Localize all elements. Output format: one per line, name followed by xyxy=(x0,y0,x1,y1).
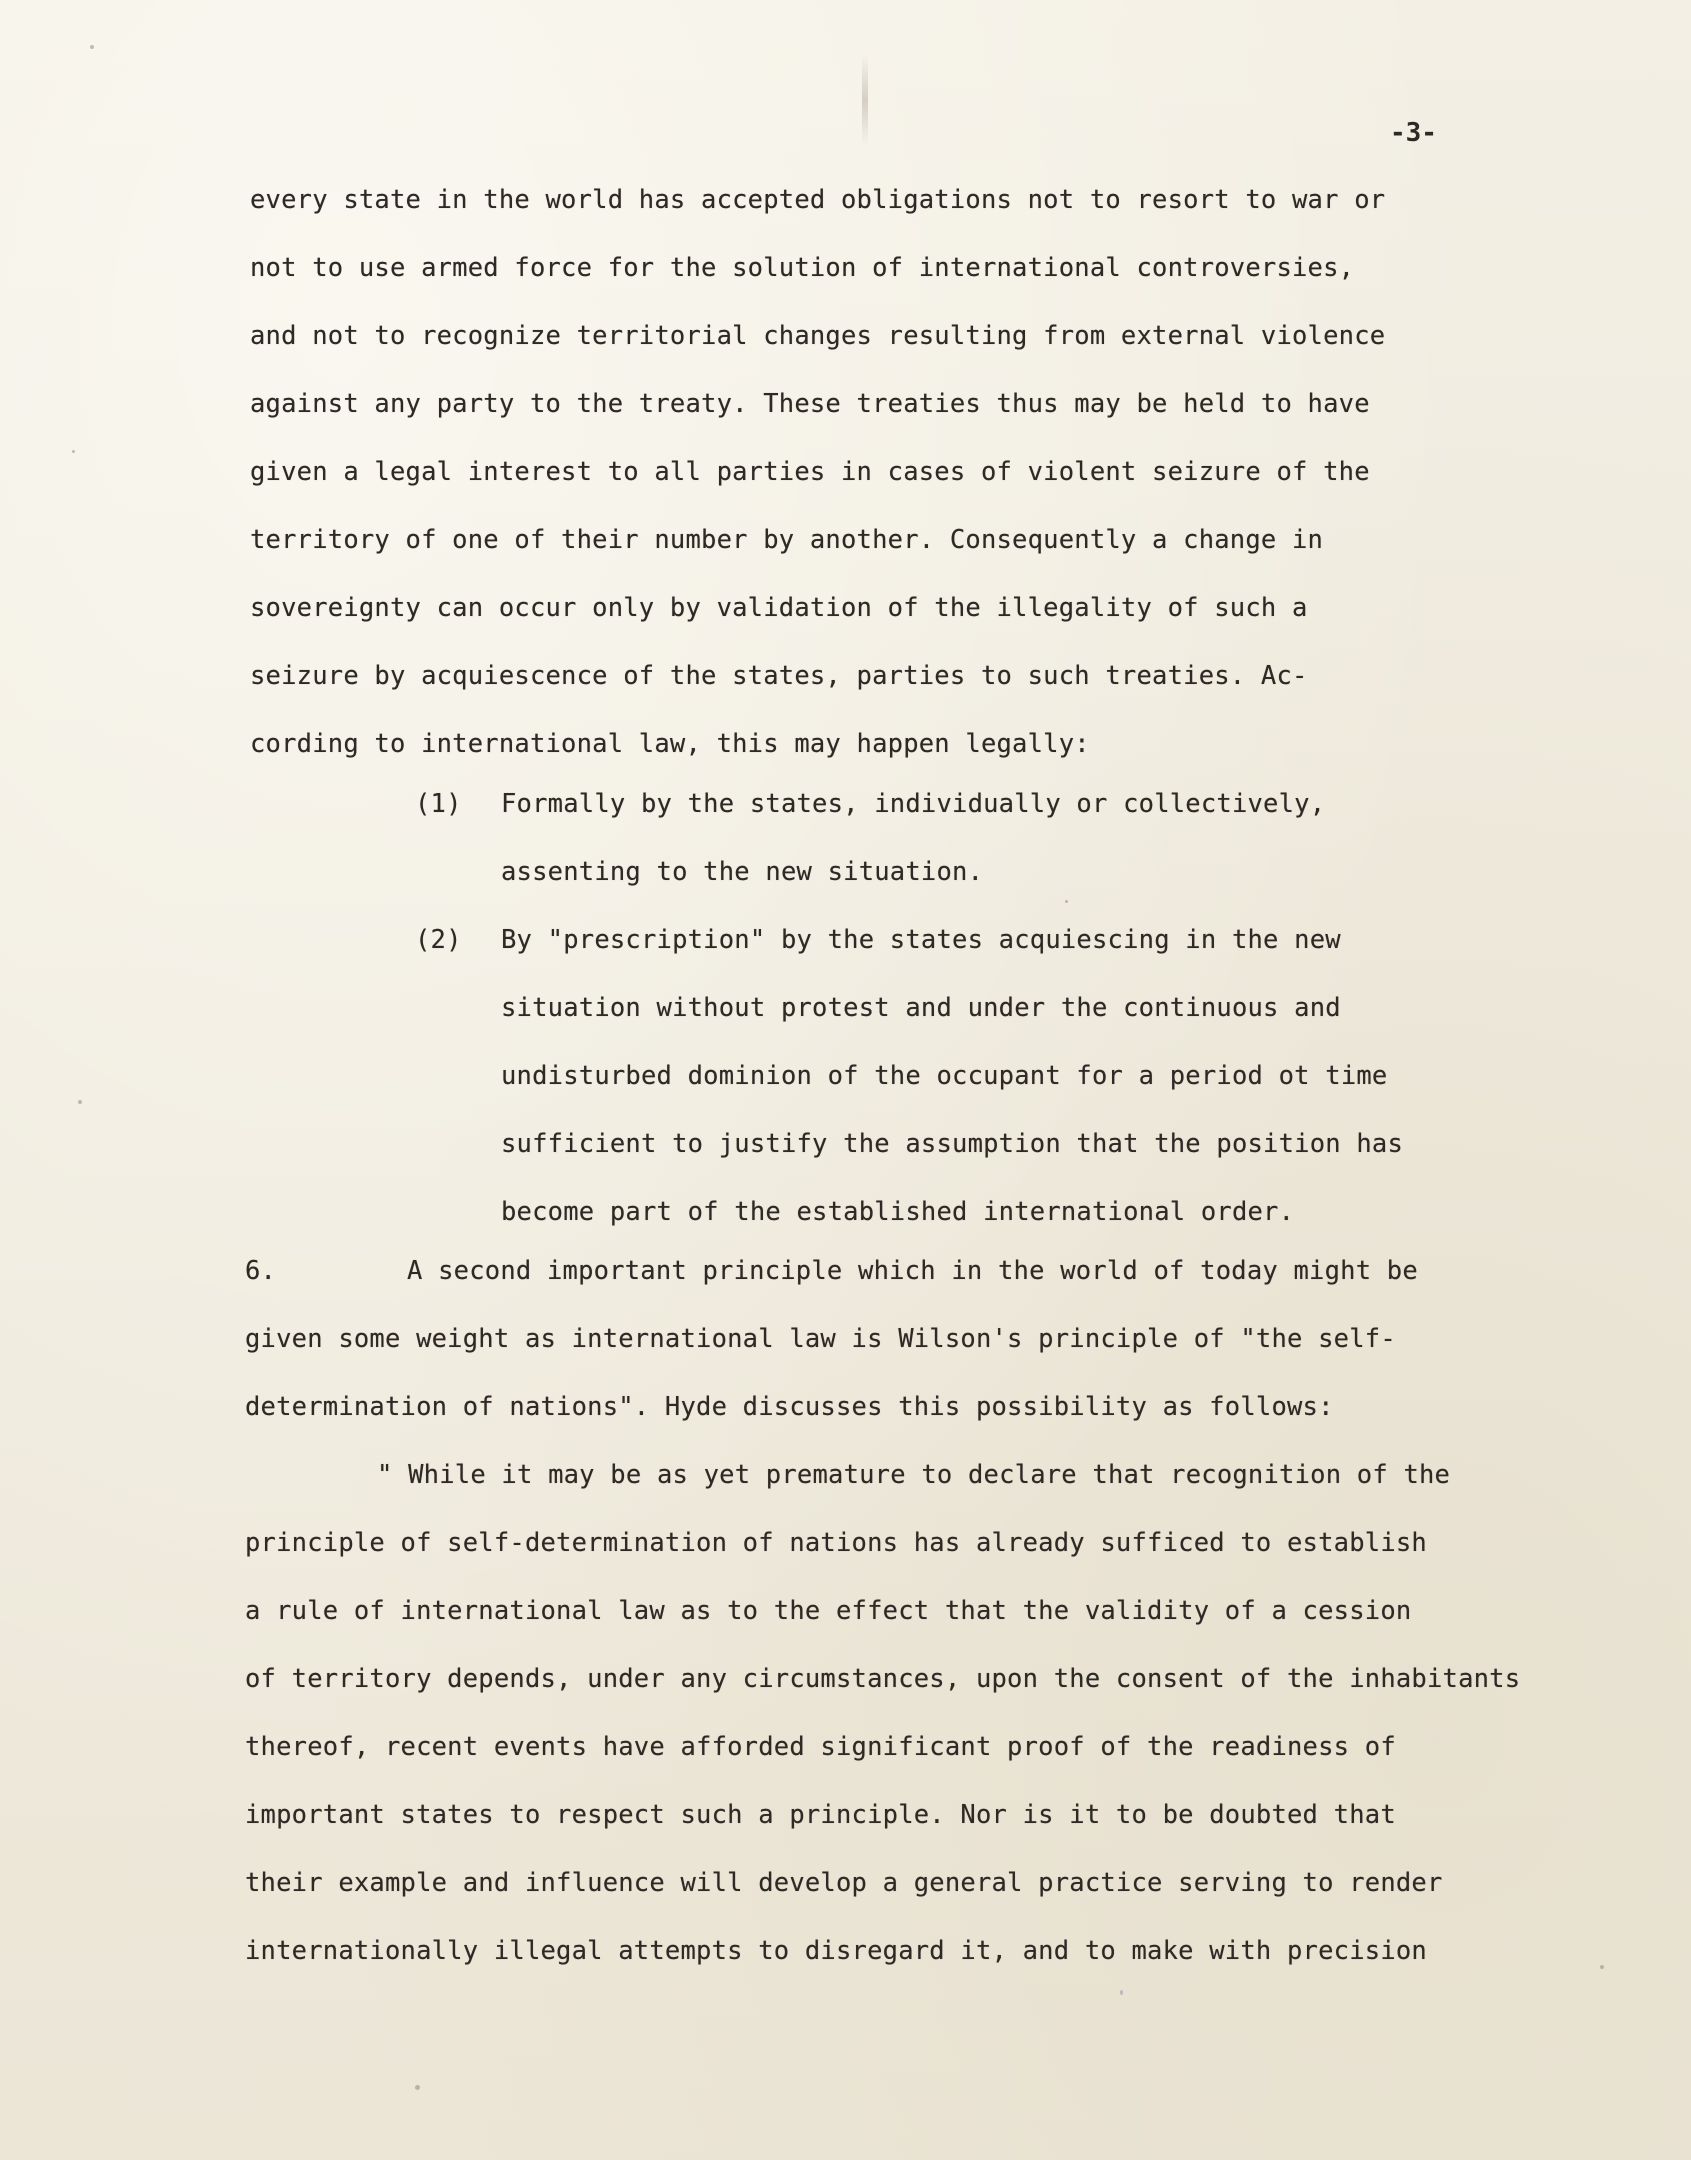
section-line: given some weight as international law is Wilson's principle of "the self- xyxy=(245,1324,1396,1354)
list-item-line: By "prescription" by the states acquiescing in the new xyxy=(501,925,1341,955)
body-paragraph xyxy=(250,166,1385,778)
quote-line: important states to respect such a principle. Nor is it to be doubted that xyxy=(245,1800,1396,1830)
section-line: determination of nations". Hyde discusses this possibility as follows: xyxy=(245,1392,1334,1422)
paper-speck xyxy=(415,2085,420,2090)
body-line: territory of one of their number by another. Consequently a change in xyxy=(250,525,1324,555)
quote-line: thereof, recent events have afforded significant proof of the readiness of xyxy=(245,1732,1396,1762)
paper-speck xyxy=(1600,1965,1604,1969)
list-item-line: undisturbed dominion of the occupant for a period ot time xyxy=(501,1061,1388,1091)
body-line: cording to international law, this may happen legally: xyxy=(250,729,1090,759)
section-line: A second important principle which in the world of today might be xyxy=(407,1256,1418,1286)
list-item-line: Formally by the states, individually or collectively, xyxy=(501,789,1326,819)
list-item-line: sufficient to justify the assumption that the position has xyxy=(501,1129,1404,1159)
paper-speck xyxy=(90,45,94,49)
quote-line: principle of self-determination of nations has already sufficed to establish xyxy=(245,1528,1427,1558)
body-line: against any party to the treaty. These treaties thus may be held to have xyxy=(250,389,1370,419)
body-line: not to use armed force for the solution of international controversies, xyxy=(250,253,1355,283)
paper-crease xyxy=(862,55,868,145)
list-item-number: (1) xyxy=(415,789,462,819)
page-number: -3- xyxy=(1390,118,1437,148)
section-number: 6. xyxy=(245,1256,277,1286)
paper-speck xyxy=(1065,900,1068,903)
list-item-number: (2) xyxy=(415,925,462,955)
body-line: given a legal interest to all parties in cases of violent seizure of the xyxy=(250,457,1370,487)
paper-speck xyxy=(78,1100,82,1104)
list-item xyxy=(415,906,1403,1246)
list-item-line: situation without protest and under the continuous and xyxy=(501,993,1341,1023)
body-line: every state in the world has accepted obligations not to resort to war or xyxy=(250,185,1386,215)
body-line: seizure by acquiescence of the states, parties to such treaties. Ac- xyxy=(250,661,1308,691)
numbered-list xyxy=(415,770,1403,1246)
quote-line: internationally illegal attempts to disregard it, and to make with precision xyxy=(245,1936,1427,1966)
body-line: and not to recognize territorial changes resulting from external violence xyxy=(250,321,1386,351)
paper-speck xyxy=(72,450,75,453)
list-item xyxy=(415,770,1403,906)
body-line: sovereignty can occur only by validation of the illegality of such a xyxy=(250,593,1308,623)
quote-line: " While it may be as yet premature to declare that recognition of the xyxy=(377,1460,1451,1490)
list-item-line: assenting to the new situation. xyxy=(501,857,984,887)
paper-speck xyxy=(1120,1990,1123,1995)
section-paragraph xyxy=(245,1237,1520,1985)
quote-line: a rule of international law as to the effect that the validity of a cession xyxy=(245,1596,1412,1626)
list-item-line: become part of the established international order. xyxy=(501,1197,1295,1227)
quote-line: of territory depends, under any circumstances, upon the consent of the inhabitants xyxy=(245,1664,1521,1694)
quote-line: their example and influence will develop a general practice serving to render xyxy=(245,1868,1443,1898)
